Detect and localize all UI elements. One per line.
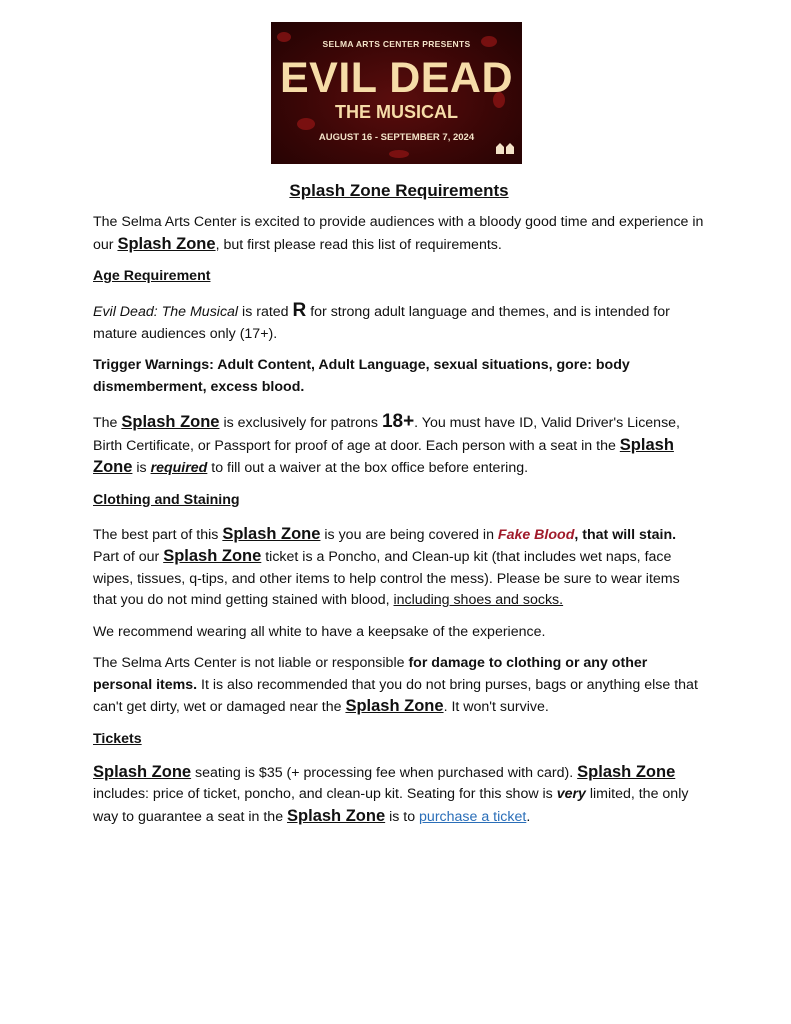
- splash-zone-term: Splash Zone: [93, 435, 674, 476]
- liability-text: . It won't survive.: [443, 699, 549, 715]
- liability-bold: for damage to clothing or any other personal items.: [93, 655, 648, 693]
- tickets-text: includes: price of ticket, poncho, and clean-up kit. Seating for this show is: [93, 786, 557, 802]
- splash-zone-term: Splash Zone: [287, 806, 386, 825]
- document-body: [93, 180, 705, 828]
- clothing-text: The best part of this: [93, 526, 223, 543]
- age-text: . You must have ID, Valid Driver's License, Birth Certificate, or Passport for proof of age at door. Each person with a seat in the: [93, 415, 680, 454]
- clothing-text: ticket is a Poncho, and Clean-up kit (that includes wet naps, face wipes, tissues, q-tips, and other items to help control the mess). Please be sure to wear items that you do not mind getting stained with blood,: [93, 549, 680, 608]
- very-emphasis: very: [556, 786, 586, 802]
- fake-blood-text: Fake Blood: [497, 526, 575, 543]
- splash-zone-term: Splash Zone: [345, 697, 444, 715]
- white-clothing-paragraph: We recommend wearing all white to have a keepsake of the experience.: [93, 623, 546, 640]
- tickets-text: .: [526, 808, 531, 825]
- liability-text: It is also recommended that you do not bring purses, bags or anything else that can't get dirty, wet or damaged near the: [93, 676, 698, 715]
- splash-zone-term: Splash Zone: [121, 413, 220, 431]
- blood-splatter: [389, 150, 409, 158]
- clothing-paragraph: [93, 524, 705, 612]
- clothing-text: is you are being covered in: [320, 526, 498, 543]
- show-banner: [271, 22, 522, 164]
- intro-text: , but first please read this list of requirements.: [215, 236, 502, 253]
- age-text: is: [132, 460, 151, 476]
- section-heading-age: Age Requirement: [93, 268, 211, 284]
- show-title: Evil Dead: The Musical: [93, 304, 239, 320]
- rating-paragraph: [93, 300, 705, 345]
- age-minimum: 18+: [381, 411, 415, 432]
- banner-presents: SELMA ARTS CENTER PRESENTS: [322, 39, 471, 49]
- splash-zone-term: Splash Zone: [222, 524, 321, 543]
- banner-title: EVIL DEAD: [279, 54, 514, 102]
- trigger-warnings: Trigger Warnings: Adult Content, Adult Language, sexual situations, gore: body dismemberment, excess blood.: [93, 357, 630, 395]
- age-text: is exclusively for patrons: [219, 415, 382, 431]
- banner-subtitle: THE MUSICAL: [335, 102, 458, 122]
- page-title: Splash Zone Requirements: [289, 181, 509, 200]
- liability-paragraph: [93, 653, 705, 719]
- rating-badge: R: [292, 300, 307, 321]
- intro-paragraph: [93, 212, 705, 256]
- intro-text: The Selma Arts Center is excited to provide audiences with a bloody good time and experience in our: [93, 214, 704, 253]
- tickets-paragraph: [93, 762, 705, 829]
- purchase-ticket-link[interactable]: purchase a ticket: [419, 808, 527, 825]
- age-paragraph: [93, 411, 705, 480]
- tickets-text: is to: [385, 808, 420, 825]
- theater-logo-icon: [495, 141, 515, 155]
- tickets-text: seating is $35 (+ processing fee when purchased with card).: [191, 764, 578, 781]
- splash-zone-term: Splash Zone: [117, 234, 216, 253]
- section-heading-clothing: Clothing and Staining: [93, 491, 240, 508]
- liability-text: The Selma Arts Center is not liable or responsible: [93, 655, 409, 671]
- required-emphasis: required: [150, 460, 208, 476]
- splash-zone-term: Splash Zone: [93, 762, 192, 781]
- section-heading-tickets: Tickets: [93, 730, 142, 747]
- splash-zone-term: Splash Zone: [577, 762, 676, 781]
- tickets-text: limited, the only way to guarantee a seat in the: [93, 786, 689, 825]
- banner-dates: AUGUST 16 - SEPTEMBER 7, 2024: [318, 132, 475, 143]
- clothing-text: Part of our: [93, 549, 164, 565]
- age-text: to fill out a waiver at the box office before entering.: [207, 460, 529, 476]
- rating-text: is rated: [238, 304, 293, 320]
- stain-warning: , that will stain.: [574, 526, 677, 543]
- age-text: The: [93, 415, 122, 431]
- splash-zone-term: Splash Zone: [163, 547, 262, 565]
- shoes-socks-note: including shoes and socks.: [393, 592, 564, 608]
- rating-text: for strong adult language and themes, and is intended for mature audiences only (17+).: [93, 304, 670, 342]
